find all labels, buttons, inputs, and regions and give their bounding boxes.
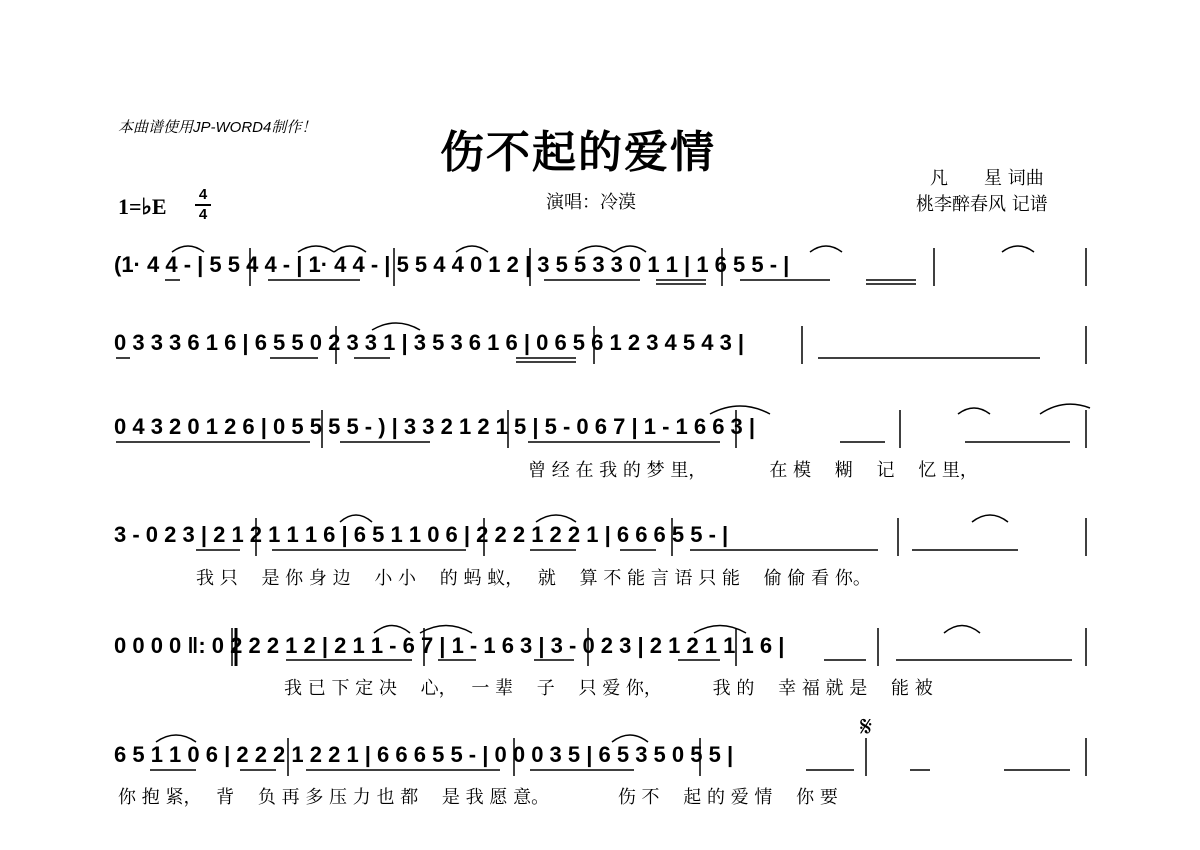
time-signature-top: 4: [198, 186, 208, 203]
score-row-5: 0 0 0 0 ‖: 0 2 2 2 1 2 | 2 1 1 - 6 7 | 1 - 1 6 3 | 3 - 0 2 3 | 2 1 2 1 1 1 6 |: [114, 633, 785, 658]
score-row-3: 0 4 3 2 0 1 2 6 | 0 5 5 5 5 - ) | 3 3 2 1 2 1 5 | 5 - 0 6 7 | 1 - 1 6 6 3 |: [114, 414, 756, 439]
lyrics-row-4: 我 只 是 你 身 边 小 小 的 蚂 蚁， 就 算 不 能 言 语 只 能 偷 偷 看 你。: [196, 568, 871, 589]
lyricist-composer-credit: 凡 星 词曲: [930, 168, 1044, 189]
key-signature: 1=♭E: [118, 194, 167, 219]
software-note: 本曲谱使用JP-WORD4制作！: [118, 119, 317, 136]
lyrics-row-3: 曾 经 在 我 的 梦 里， 在 模 糊 记 忆 里，: [528, 460, 978, 481]
score-row-4: 3 - 0 2 3 | 2 1 2 1 1 1 6 | 6 5 1 1 0 6 | 2 2 2 1 2 2 1 | 6 6 6 5 5 - |: [114, 522, 729, 547]
lyrics-row-5: 我 已 下 定 决 心， 一 辈 子 只 爱 你， 我 的 幸 福 就 是 能 被: [284, 678, 933, 699]
time-signature-bottom: 4: [198, 206, 208, 223]
song-title: 伤不起的爱情: [440, 127, 716, 178]
transcriber-credit: 桃李醉春风 记谱: [916, 194, 1048, 215]
singer-credit: 演唱：冷漠: [546, 192, 636, 213]
segno-sign: 𝄋: [860, 710, 873, 743]
score-row-1: (1· 4 4 - | 5 5 4 4 - | 1· 4 4 - | 5 5 4 4 0 1 2 | 3 5 5 3 3 0 1 1 | 1 6 5 5 - |: [114, 252, 790, 277]
lyrics-row-6: 你 抱 紧， 背 负 再 多 压 力 也 都 是 我 愿 意。 伤 不 起 的 爱 情 你 要: [118, 787, 838, 808]
score-row-2: 0 3 3 3 6 1 6 | 6 5 5 0 2 3 3 1 | 3 5 3 6 1 6 | 0 6 5 6 1 2 3 4 5 4 3 |: [114, 330, 745, 355]
score-row-6: 6 5 1 1 0 6 | 2 2 2 1 2 2 1 | 6 6 6 5 5 - | 0 0 0 3 5 | 6 5 3 5 0 5 5 |: [114, 742, 734, 767]
